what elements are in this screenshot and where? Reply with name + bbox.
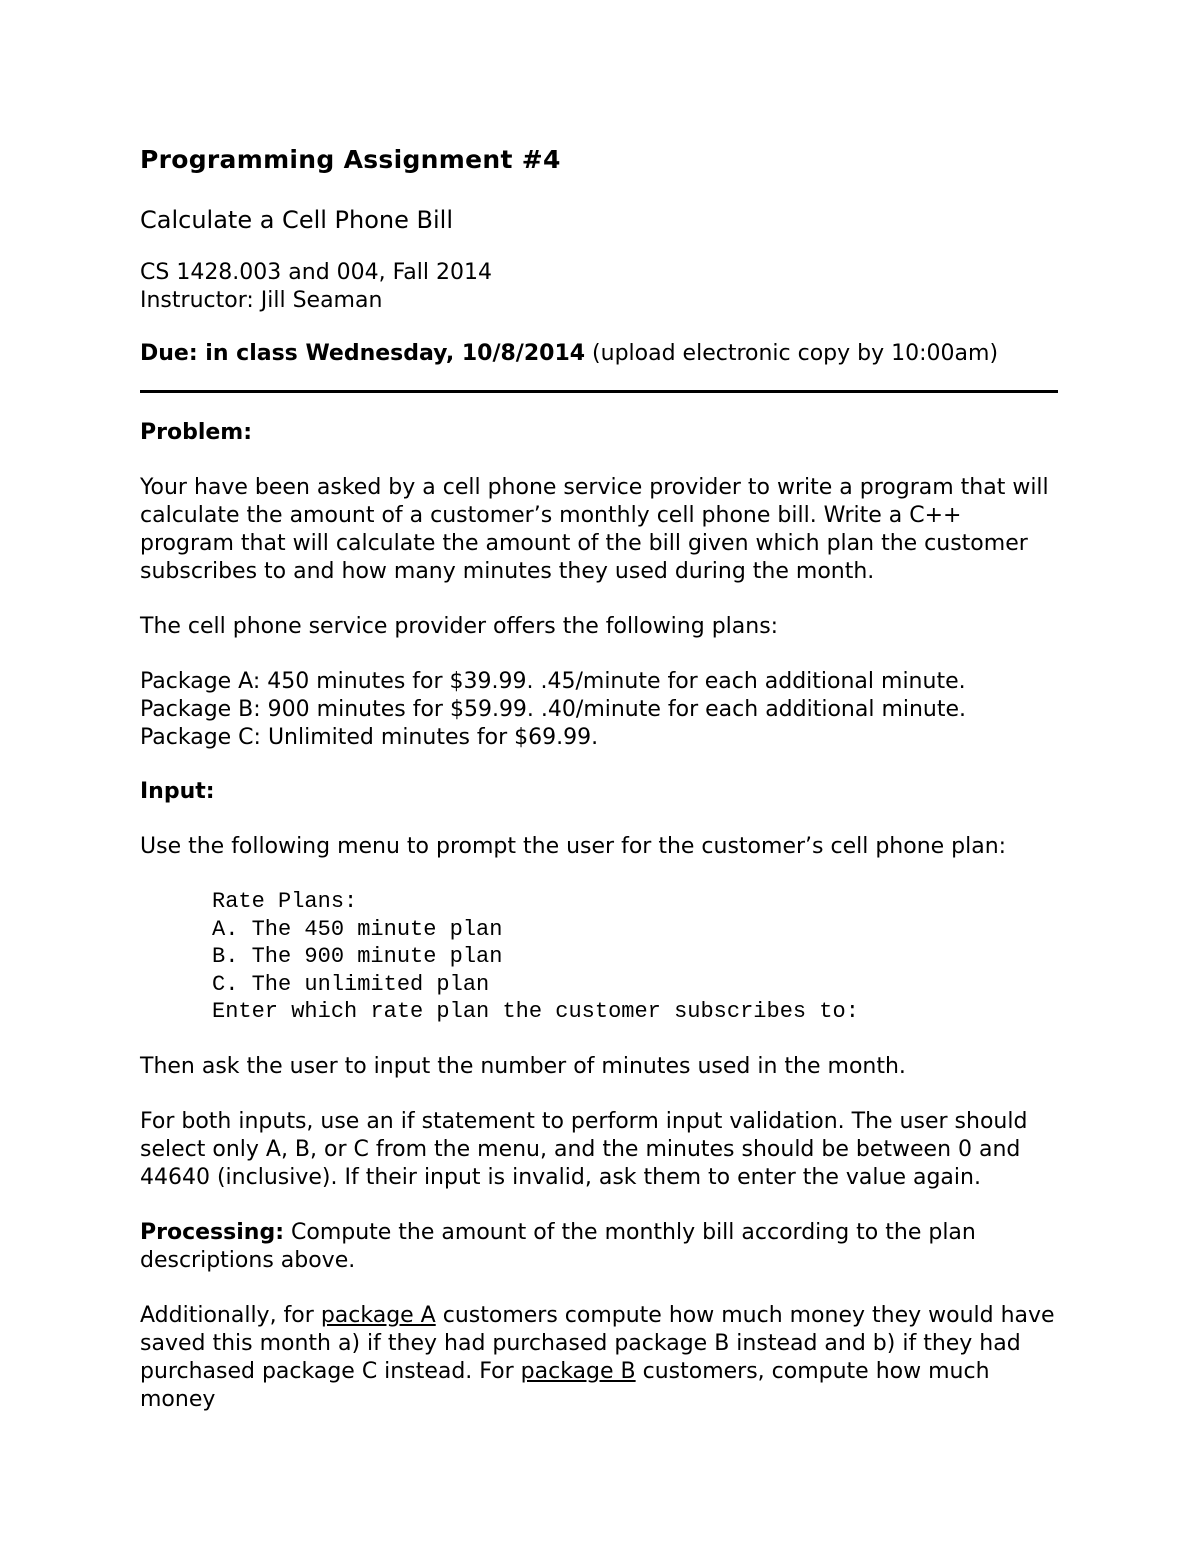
due-label: Due: in class Wednesday, 10/8/2014 — [140, 341, 586, 366]
menu-intro: Use the following menu to prompt the user for the customer’s cell phone plan: — [140, 834, 1007, 859]
problem-paragraph: Your have been asked by a cell phone service provider to write a program that will calculate the amount of a customer’s monthly cell phone bill. Write a C++ program that will calculate the amount of the bill given which plan the customer subscribes to and how many minutes they used during the month. — [140, 475, 1049, 584]
additional-text-1: Additionally, for — [140, 1302, 321, 1328]
input-heading: Input: — [140, 779, 215, 804]
plan-item: Package C: Unlimited minutes for $69.99. — [140, 725, 599, 750]
code-line: Enter which rate plan the customer subscribes to: — [212, 999, 859, 1024]
additional-text-2: customers compute how much money they would have saved this month a) if they had purchased package B instead and b) if they had purchased package C instead. For — [140, 1302, 1055, 1384]
page-title: Programming Assignment #4 — [140, 145, 561, 174]
page-subtitle: Calculate a Cell Phone Bill — [140, 206, 453, 234]
code-line: B. The 900 minute plan — [212, 944, 503, 969]
instructor-line: Instructor: Jill Seaman — [140, 288, 383, 313]
code-line: C. The unlimited plan — [212, 971, 490, 997]
package-a-underlined: package A — [320, 1302, 436, 1328]
processing-paragraph — [140, 1219, 1060, 1275]
validation-paragraph: For both inputs, use an if statement to perform input validation. The user should select only A, B, or C from the menu, and the minutes should be between 0 and 44640 (inclusive). If their input is invalid, ask them to enter the value again. — [140, 1108, 1028, 1190]
due-note: (upload electronic copy by 10:00am) — [585, 341, 999, 366]
minutes-prompt: Then ask the user to input the number of minutes used in the month. — [140, 1053, 906, 1079]
processing-text: Compute the amount of the monthly bill according to the plan descriptions above. — [140, 1219, 976, 1273]
additional-text-3: customers, compute how much money — [140, 1358, 990, 1412]
additional-paragraph — [140, 1302, 1060, 1414]
plans-intro: The cell phone service provider offers the following plans: — [140, 614, 779, 639]
plan-item: Package B: 900 minutes for $59.99. .40/minute for each additional minute. — [140, 697, 967, 722]
code-line: Rate Plans: — [212, 889, 358, 914]
plan-item: Package A: 450 minutes for $39.99. .45/minute for each additional minute. — [140, 669, 966, 694]
code-line: A. The 450 minute plan — [212, 916, 503, 942]
course-line: CS 1428.003 and 004, Fall 2014 — [140, 260, 492, 285]
menu-code-block — [212, 888, 1060, 1026]
package-b-underlined: package B — [520, 1358, 636, 1384]
problem-heading: Problem: — [140, 420, 253, 445]
due-line — [140, 340, 1060, 368]
horizontal-rule — [140, 390, 1058, 393]
processing-heading: Processing: — [140, 1219, 284, 1245]
plans-list — [140, 668, 1060, 752]
document-page — [140, 140, 1060, 1414]
course-info — [140, 259, 1060, 315]
